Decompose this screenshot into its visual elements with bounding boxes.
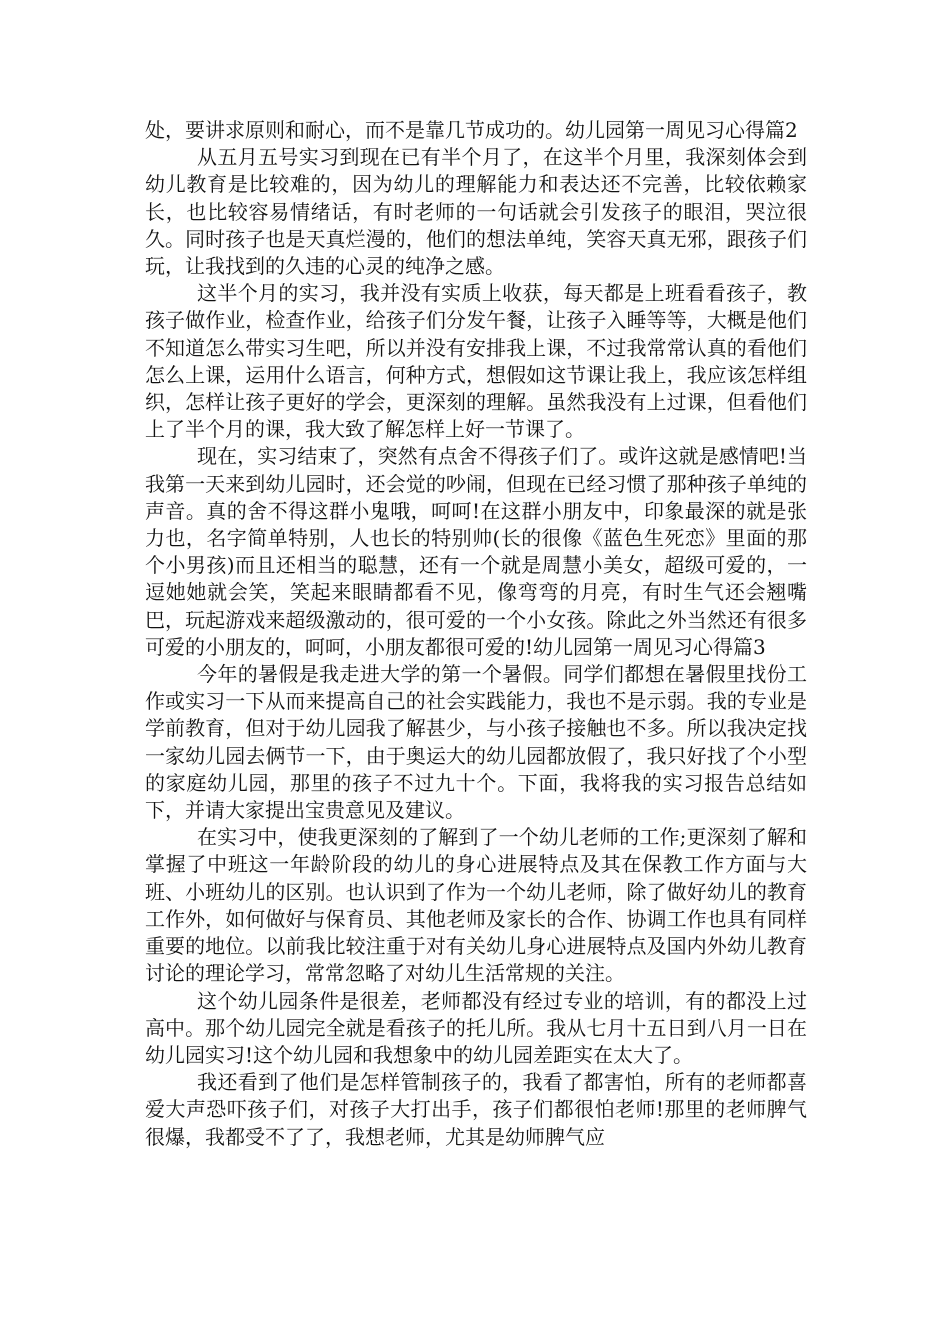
paragraph-5: 今年的暑假是我走进大学的第一个暑假。同学们都想在暑假里找份工作或实习一下从而来提高自己的社会实践能力，我也不是示弱。我的专业是学前教育，但对于幼儿园我了解甚少，与小孩子接触也不多。所以我决定找一家幼儿园去俩节一下，由于奥运大的幼儿园都放假了，我只好找了个小型的家庭幼儿园，那里的孩子不过九十个。下面，我将我的实习报告总结如下，并请大家提出宝贵意见及建议。 bbox=[145, 662, 807, 823]
document-body bbox=[145, 117, 807, 1151]
paragraph-4: 现在，实习结束了，突然有点舍不得孩子们了。或许这就是感情吧!当我第一天来到幼儿园时，还会觉的吵闹，但现在已经习惯了那种孩子单纯的声音。真的舍不得这群小鬼哦，呵呵!在这群小朋友中，印象最深的就是张力也，名字简单特别，人也长的特别帅(长的很像《蓝色生死恋》里面的那个小男孩)而且还相当的聪慧，还有一个就是周慧小美女，超级可爱的，一逗她她就会笑，笑起来眼睛都看不见，像弯弯的月亮，有时生气还会翘嘴巴，玩起游戏来超级激动的，很可爱的一个小女孩。除此之外当然还有很多可爱的小朋友的，呵呵，小朋友都很可爱的!幼儿园第一周见习心得篇3 bbox=[145, 444, 807, 659]
paragraph-8: 我还看到了他们是怎样管制孩子的，我看了都害怕，所有的老师都喜爱大声恐吓孩子们，对孩子大打出手，孩子们都很怕老师!那里的老师脾气很爆，我都受不了了，我想老师，尤其是幼师脾气应 bbox=[145, 1070, 807, 1149]
paragraph-3: 这半个月的实习，我并没有实质上收获，每天都是上班看看孩子，教孩子做作业，检查作业，给孩子们分发午餐，让孩子入睡等等，大概是他们不知道怎么带实习生吧，所以并没有安排我上课，不过我常常认真的看他们怎么上课，运用什么语言，何种方式，想假如这节课让我上，我应该怎样组织，怎样让孩子更好的学会，更深刻的理解。虽然我没有上过课，但看他们上了半个月的课，我大致了解怎样上好一节课了。 bbox=[145, 281, 807, 442]
paragraph-6: 在实习中，使我更深刻的了解到了一个幼儿老师的工作;更深刻了解和掌握了中班这一年龄阶段的幼儿的身心进展特点及其在保教工作方面与大班、小班幼儿的区别。也认识到了作为一个幼儿老师，除了做好幼儿的教育工作外，如何做好与保育员、其他老师及家长的合作、协调工作也具有同样重要的地位。以前我比较注重于对有关幼儿身心进展特点及国内外幼儿教育讨论的理论学习，常常忽略了对幼儿生活常规的关注。 bbox=[145, 825, 807, 986]
paragraph-7: 这个幼儿园条件是很差，老师都没有经过专业的培训，有的都没上过高中。那个幼儿园完全就是看孩子的托儿所。我从七月十五日到八月一日在幼儿园实习!这个幼儿园和我想象中的幼儿园差距实在太大了。 bbox=[145, 988, 807, 1067]
paragraph-1: 处，要讲求原则和耐心，而不是靠几节成功的。幼儿园第一周见习心得篇2 bbox=[145, 118, 798, 142]
paragraph-2: 从五月五号实习到现在已有半个月了，在这半个月里，我深刻体会到幼儿教育是比较难的，因为幼儿的理解能力和表达还不完善，比较依赖家长，也比较容易情绪话，有时老师的一句话就会引发孩子的眼泪，哭泣很久。同时孩子也是天真烂漫的，他们的想法单纯，笑容天真无邪，跟孩子们玩，让我找到的久违的心灵的纯净之感。 bbox=[145, 145, 807, 279]
